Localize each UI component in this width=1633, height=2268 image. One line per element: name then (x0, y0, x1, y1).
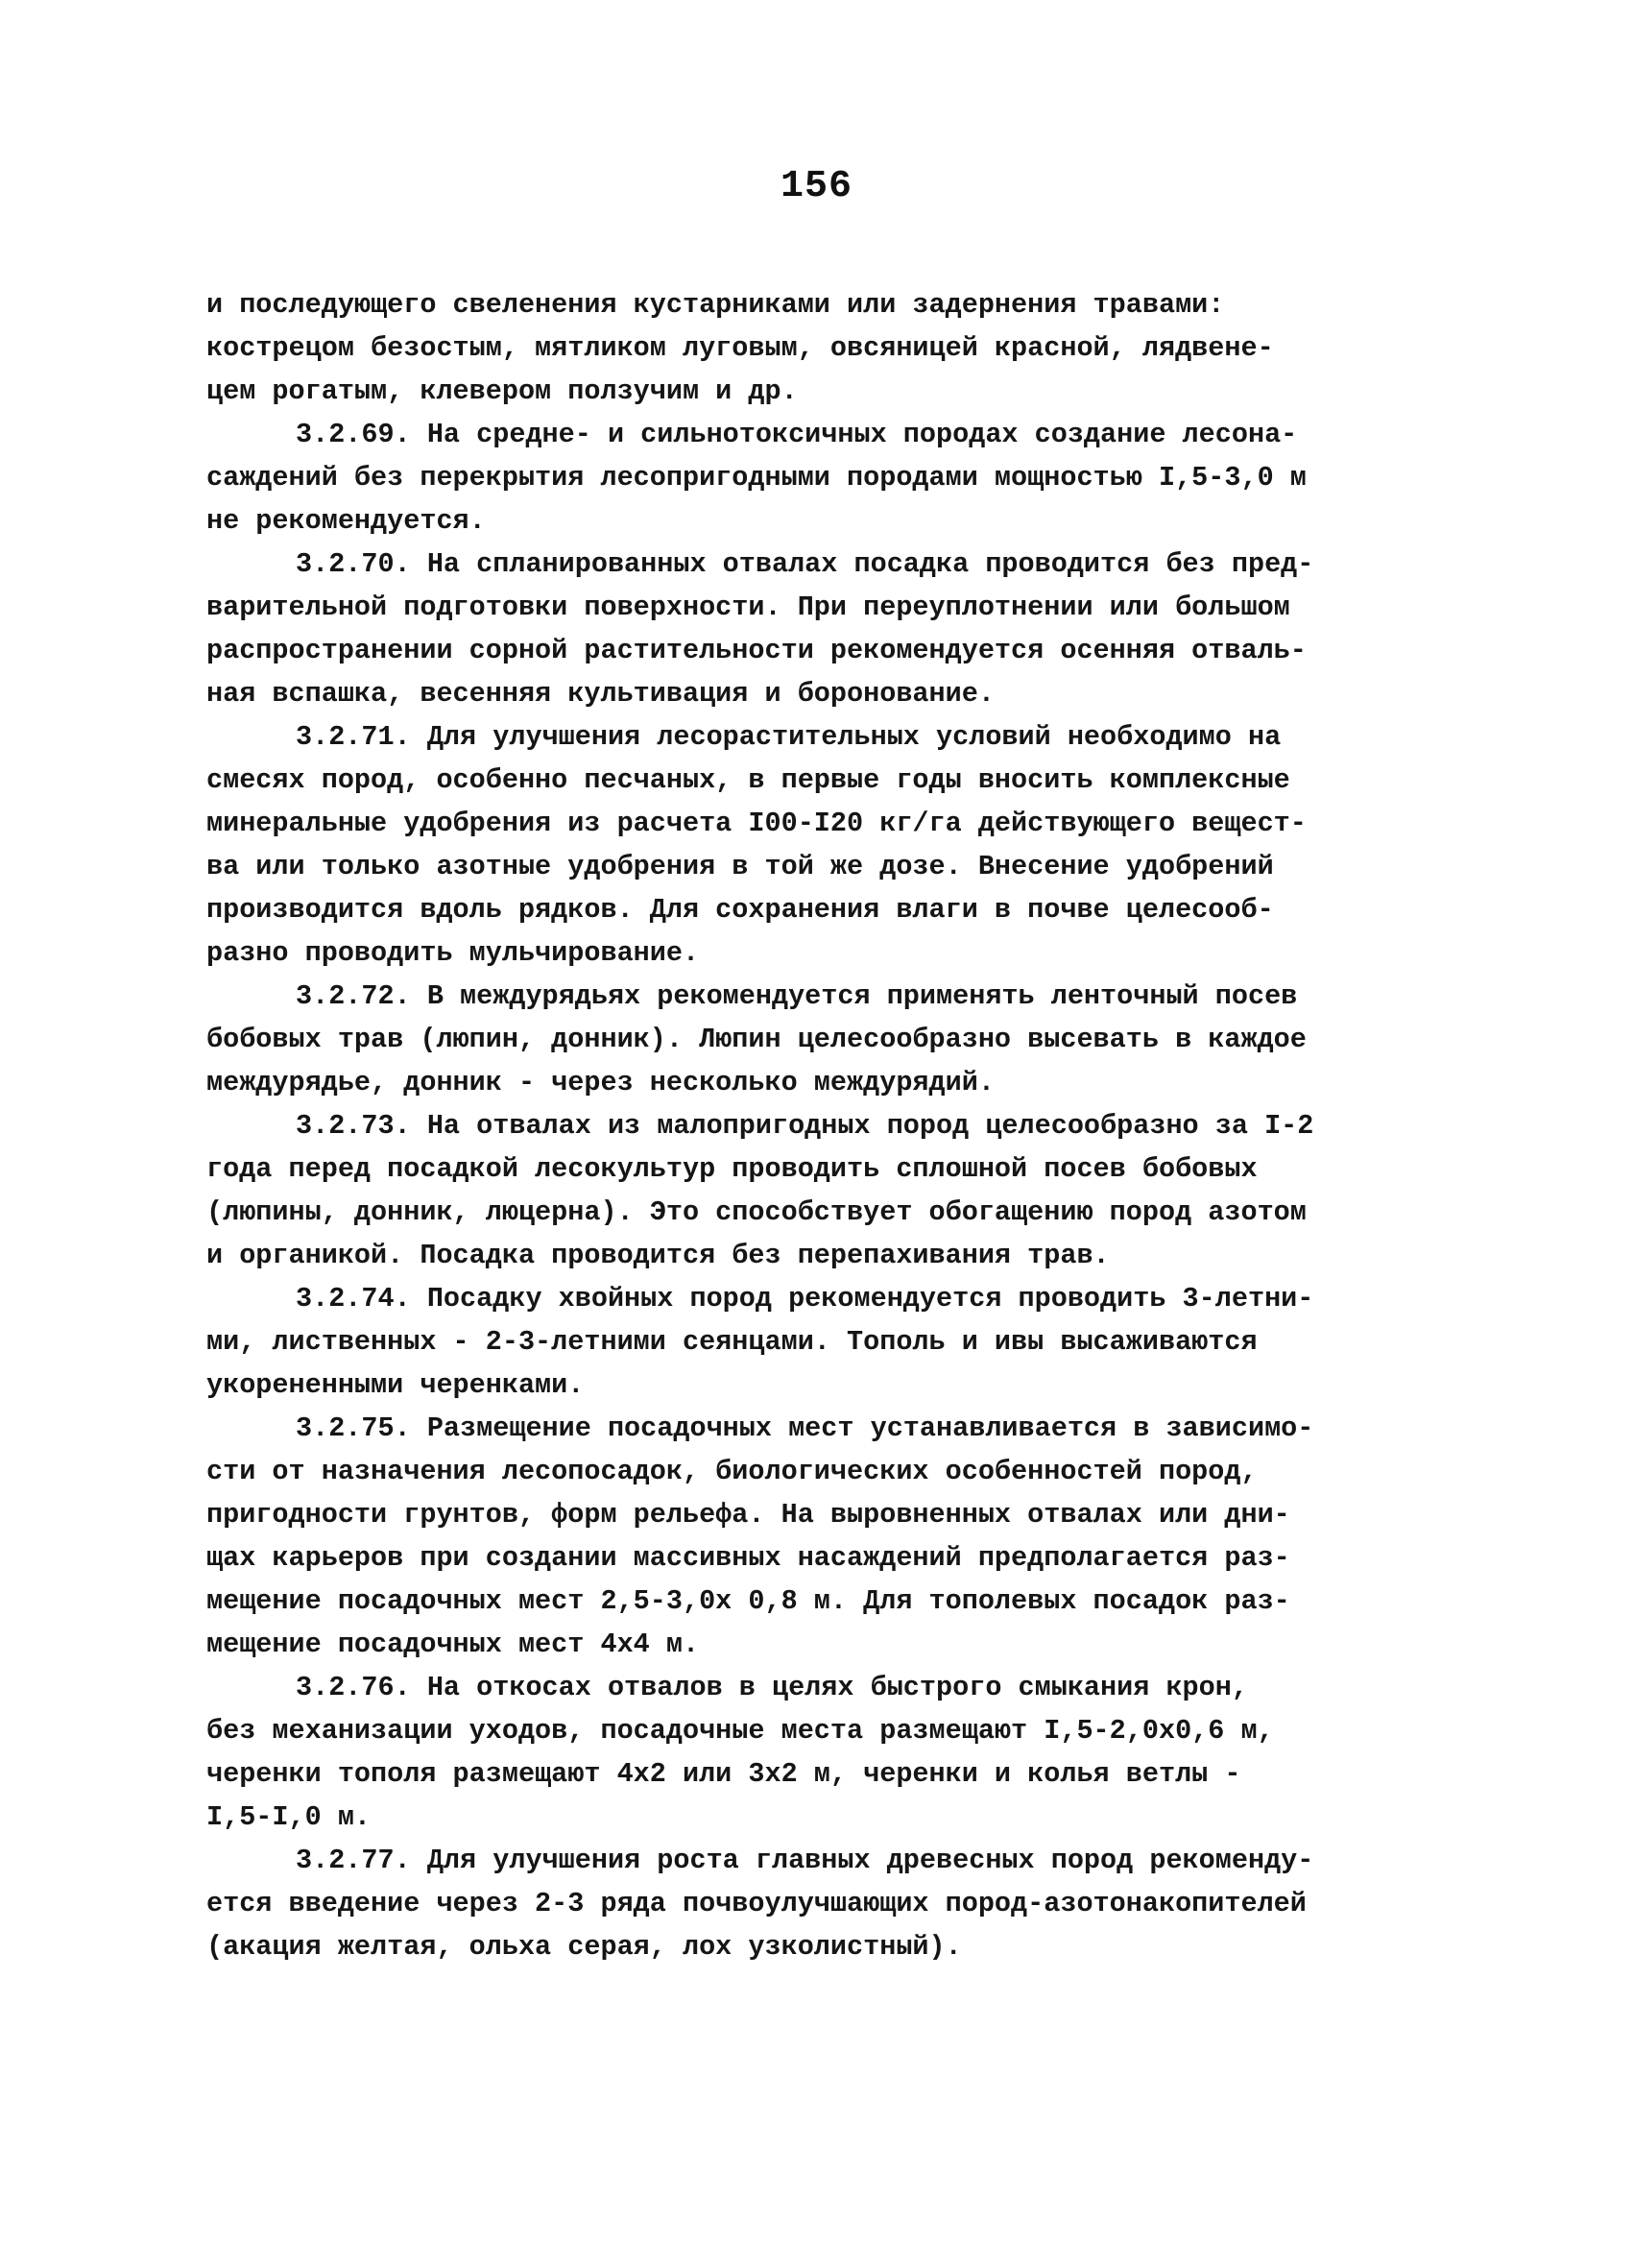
paragraph-3-2-74: 3.2.74. Посадку хвойных пород рекомендуется проводить 3-летни- (296, 1283, 1314, 1315)
text-line: распространении сорной растительности рекомендуется осенняя отваль- (206, 635, 1307, 666)
text-line: и органикой. Посадка проводится без перепахивания трав. (206, 1240, 1110, 1271)
text-line: междурядье, донник - через несколько междурядий. (206, 1067, 995, 1098)
paragraph-3-2-76: 3.2.76. На откосах отвалов в целях быстрого смыкания крон, (296, 1672, 1248, 1703)
text-line: кострецом безостым, мятликом луговым, овсяницей красной, лядвене- (206, 332, 1274, 364)
paragraph-3-2-77: 3.2.77. Для улучшения роста главных древесных пород рекоменду- (296, 1845, 1314, 1876)
page-number: 156 (780, 165, 853, 208)
text-line: производится вдоль рядков. Для сохранения влаги в почве целесооб- (206, 894, 1274, 926)
paragraph-3-2-73: 3.2.73. На отвалах из малопригодных пород целесообразно за I-2 (296, 1110, 1314, 1142)
text-line: минеральные удобрения из расчета I00-I20 кг/га действующего вещест- (206, 808, 1307, 839)
text-line: цем рогатым, клевером ползучим и др. (206, 375, 798, 407)
paragraph-3-2-69: 3.2.69. На средне- и сильнотоксичных породах создание лесона- (296, 419, 1298, 450)
text-line: разно проводить мульчирование. (206, 937, 700, 969)
text-line: (люпины, донник, люцерна). Это способствует обогащению пород азотом (206, 1196, 1307, 1228)
text-line: ная вспашка, весенняя культивация и боронование. (206, 678, 995, 710)
paragraph-3-2-70: 3.2.70. На спланированных отвалах посадка проводится без пред- (296, 548, 1314, 580)
text-line: укорененными черенками. (206, 1369, 585, 1401)
text-line: I,5-I,0 м. (206, 1801, 372, 1833)
text-line: ется введение через 2-3 ряда почвоулучшающих пород-азотонакопителей (206, 1888, 1307, 1919)
text-line: бобовых трав (люпин, донник). Люпин целесообразно высевать в каждое (206, 1024, 1307, 1055)
text-line: и последующего свеленения кустарниками или задернения травами: (206, 289, 1225, 321)
text-line: ми, лиственных - 2-3-летними сеянцами. Тополь и ивы высаживаются (206, 1326, 1258, 1358)
paragraph-3-2-71: 3.2.71. Для улучшения лесорастительных условий необходимо на (296, 721, 1282, 753)
text-line: (акация желтая, ольха серая, лох узколистный). (206, 1931, 962, 1963)
text-line: черенки тополя размещают 4х2 или 3х2 м, черенки и колья ветлы - (206, 1758, 1241, 1790)
text-line: не рекомендуется. (206, 505, 486, 537)
text-line: без механизации уходов, посадочные места размещают I,5-2,0х0,6 м, (206, 1715, 1274, 1747)
paragraph-3-2-72: 3.2.72. В междурядьях рекомендуется применять ленточный посев (296, 980, 1298, 1012)
text-line: года перед посадкой лесокультур проводить сплошной посев бобовых (206, 1153, 1258, 1185)
text-line: саждений без перекрытия лесопригодными породами мощностью I,5-3,0 м (206, 462, 1307, 494)
text-line: смесях пород, особенно песчаных, в первые годы вносить комплексные (206, 764, 1290, 796)
paragraph-3-2-75: 3.2.75. Размещение посадочных мест устанавливается в зависимо- (296, 1412, 1314, 1444)
text-line: мещение посадочных мест 4х4 м. (206, 1629, 700, 1660)
text-line: мещение посадочных мест 2,5-3,0х 0,8 м. Для тополевых посадок раз- (206, 1585, 1290, 1617)
text-line: ва или только азотные удобрения в той же дозе. Внесение удобрений (206, 851, 1274, 882)
text-line: сти от назначения лесопосадок, биологических особенностей пород, (206, 1456, 1258, 1487)
text-line: пригодности грунтов, форм рельефа. На выровненных отвалах или дни- (206, 1499, 1290, 1531)
text-line: варительной подготовки поверхности. При переуплотнении или большом (206, 591, 1290, 623)
text-line: щах карьеров при создании массивных насаждений предполагается раз- (206, 1542, 1290, 1574)
